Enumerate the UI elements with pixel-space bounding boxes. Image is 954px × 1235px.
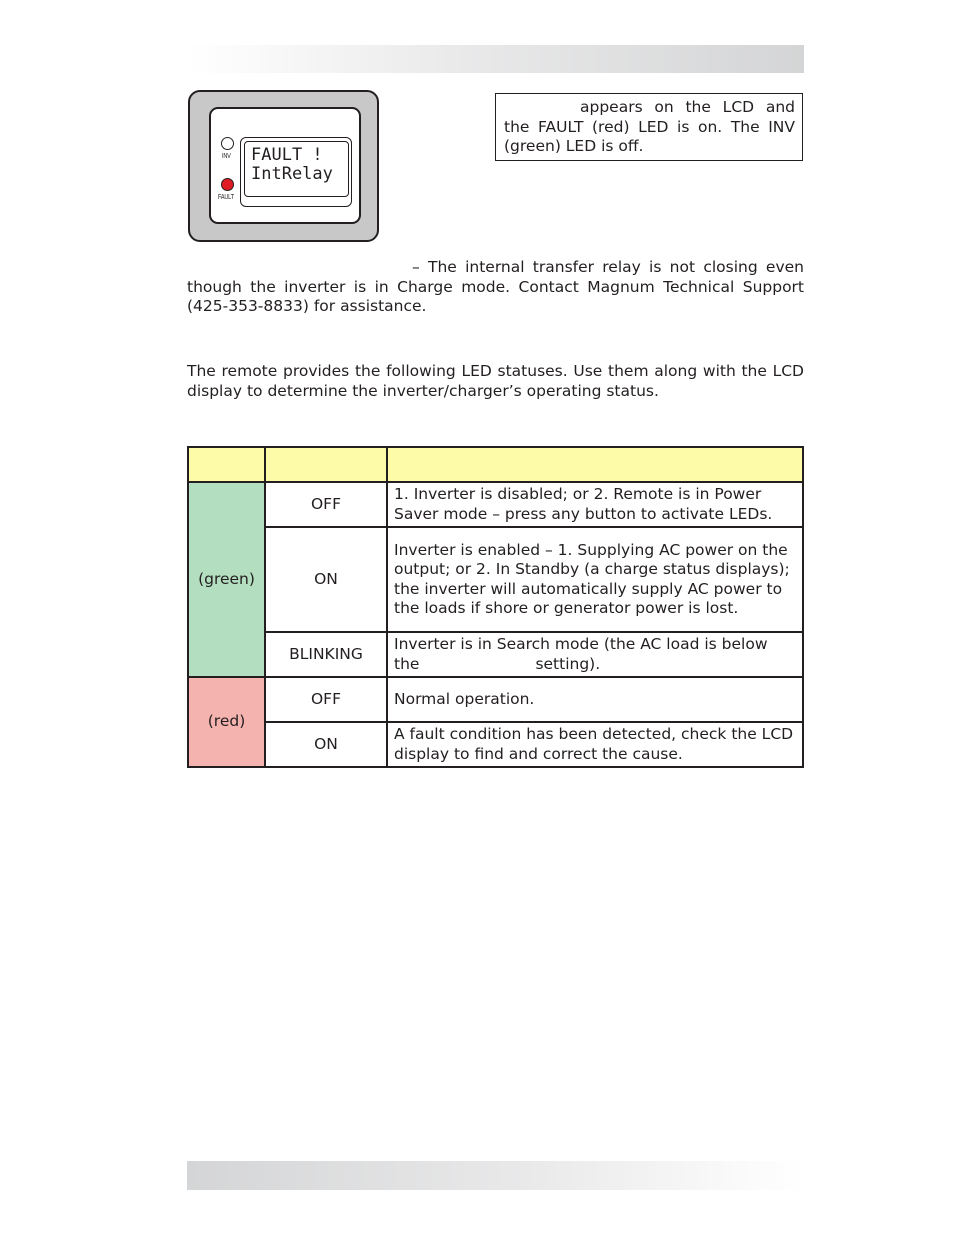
status-cell: OFF	[265, 677, 387, 722]
led-status-table	[187, 446, 804, 768]
inv-led-icon	[221, 137, 234, 150]
caption-box	[495, 93, 803, 161]
led-intro-paragraph: The remote provides the following LED statuses. Use them along with the LCD display to determine the inverter/charger’s operating status.	[187, 362, 804, 400]
meaning-text-part-1: Inverter is in Search mode (the AC load is below the	[394, 635, 768, 673]
meaning-cell: A fault condition has been detected, check the LCD display to find and correct the cause.	[387, 722, 803, 767]
meaning-cell	[387, 632, 803, 677]
remote-face	[209, 107, 361, 224]
relay-paragraph	[187, 258, 804, 317]
lcd-line-1: FAULT !	[251, 145, 323, 165]
table-row	[188, 677, 803, 722]
green-led-cell: (green)	[188, 482, 265, 677]
remote-display-illustration	[188, 90, 379, 242]
table-row	[188, 527, 803, 632]
header-cell-status	[265, 447, 387, 482]
status-cell: BLINKING	[265, 632, 387, 677]
footer-bar	[187, 1161, 804, 1190]
table-row	[188, 482, 803, 527]
lcd-bezel	[240, 137, 352, 207]
caption-text: appears on the LCD and the FAULT (red) LED is on. The INV (green) LED is off.	[504, 98, 795, 155]
header-bar	[187, 45, 804, 73]
meaning-text-part-2: setting).	[535, 654, 601, 673]
lcd-line-2: IntRelay	[251, 164, 333, 184]
red-led-cell: (red)	[188, 677, 265, 767]
status-cell: ON	[265, 722, 387, 767]
inv-led-label: INV	[222, 153, 231, 160]
meaning-cell: 1. Inverter is disabled; or 2. Remote is in Power Saver mode – press any button to activate LEDs.	[387, 482, 803, 527]
header-cell-meaning	[387, 447, 803, 482]
header-cell-led	[188, 447, 265, 482]
status-cell: OFF	[265, 482, 387, 527]
table-header-row	[188, 447, 803, 482]
lcd-screen	[244, 141, 349, 197]
fault-led-label: FAULT	[218, 194, 234, 201]
status-cell: ON	[265, 527, 387, 632]
fault-led-icon	[221, 178, 234, 191]
relay-paragraph-text: – The internal transfer relay is not closing even though the inverter is in Charge mode. Contact Magnum Technical Support (425-353-8833) for assistance.	[187, 258, 804, 315]
meaning-cell: Normal operation.	[387, 677, 803, 722]
meaning-cell: Inverter is enabled – 1. Supplying AC power on the output; or 2. In Standby (a charge status displays); the inverter will automatically supply AC power to the loads if shore or generator power is lost.	[387, 527, 803, 632]
table-row	[188, 632, 803, 677]
table-row	[188, 722, 803, 767]
